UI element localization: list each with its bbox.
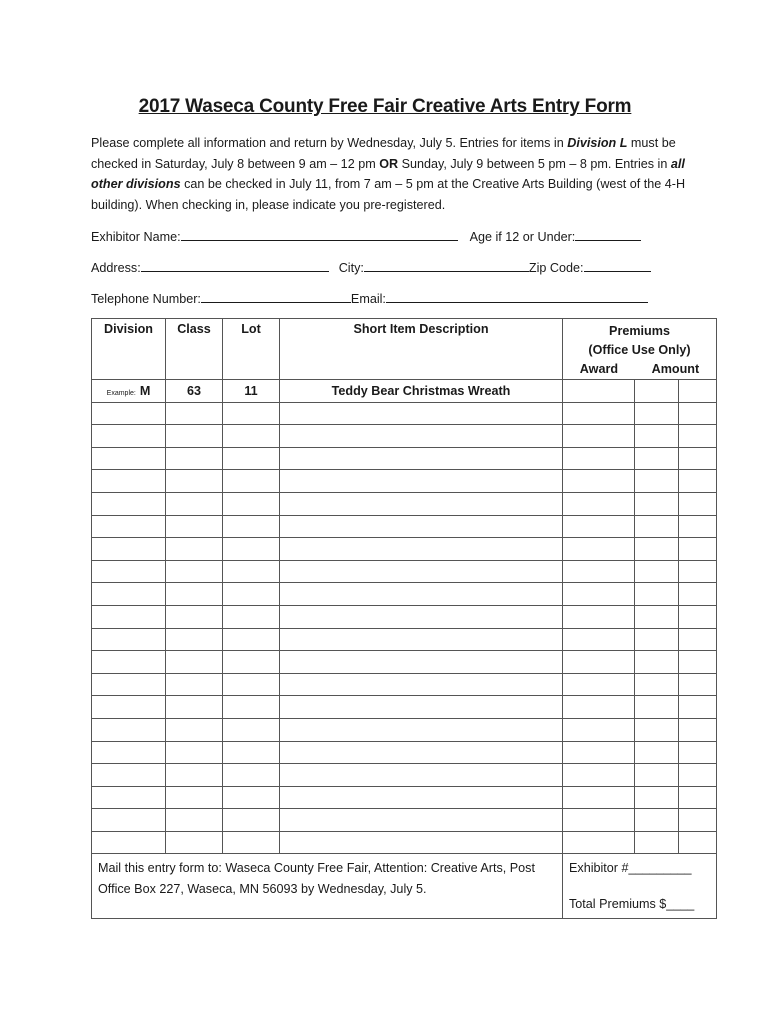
class-cell[interactable] (166, 673, 223, 696)
award-cell[interactable] (563, 628, 635, 651)
division-l-emphasis: Division L (567, 136, 628, 150)
description-cell[interactable] (280, 831, 563, 854)
entry-row (92, 470, 717, 493)
award-cell[interactable] (563, 741, 635, 764)
amount-cell[interactable] (635, 560, 679, 583)
entry-row (92, 447, 717, 470)
amount-cell[interactable] (635, 628, 679, 651)
header-row (92, 319, 717, 380)
lot-cell[interactable] (223, 696, 280, 719)
class-header: Class (166, 319, 223, 380)
entry-row (92, 741, 717, 764)
division-cell[interactable] (92, 718, 166, 741)
amount-cell[interactable] (635, 515, 679, 538)
division-cell[interactable] (92, 696, 166, 719)
class-cell[interactable] (166, 538, 223, 561)
lot-cell[interactable] (223, 764, 280, 787)
amount-cell[interactable] (635, 696, 679, 719)
division-cell[interactable] (92, 515, 166, 538)
lot-cell[interactable] (223, 628, 280, 651)
description-cell[interactable] (280, 402, 563, 425)
form-title: 2017 Waseca County Free Fair Creative Arts Entry Form (138, 96, 632, 117)
entry-row (92, 628, 717, 651)
entry-row (92, 673, 717, 696)
entry-row (92, 402, 717, 425)
intro-text-2: must be checked in Saturday, July 8 between 9 am – 12 pm (91, 136, 676, 171)
award-cell[interactable] (563, 831, 635, 854)
entry-row (92, 538, 717, 561)
award-label: Award (579, 362, 619, 376)
zip-label: Zip Code: (528, 261, 584, 275)
class-cell[interactable] (166, 696, 223, 719)
premiums-header (563, 319, 717, 380)
extra-cell[interactable] (679, 809, 717, 832)
exhibitor-name-row (91, 228, 691, 244)
city-label: City: (338, 261, 364, 275)
extra-cell[interactable] (679, 447, 717, 470)
description-cell[interactable] (280, 560, 563, 583)
description-cell[interactable] (280, 741, 563, 764)
class-cell[interactable] (166, 583, 223, 606)
example-description: Teddy Bear Christmas Wreath (280, 380, 563, 403)
address-row (91, 259, 691, 275)
telephone-field[interactable] (201, 290, 351, 303)
division-cell[interactable] (92, 447, 166, 470)
class-cell[interactable] (166, 492, 223, 515)
class-cell[interactable] (166, 831, 223, 854)
zip-field[interactable] (584, 259, 651, 272)
description-cell[interactable] (280, 718, 563, 741)
award-cell[interactable] (563, 492, 635, 515)
description-cell[interactable] (280, 447, 563, 470)
example-class: 63 (166, 380, 223, 403)
lot-cell[interactable] (223, 605, 280, 628)
lot-cell[interactable] (223, 425, 280, 448)
or-emphasis: OR (379, 156, 399, 171)
amount-cell[interactable] (635, 583, 679, 606)
division-cell[interactable] (92, 560, 166, 583)
class-cell[interactable] (166, 425, 223, 448)
amount-label: Amount (651, 362, 700, 376)
award-cell[interactable] (563, 605, 635, 628)
entry-row (92, 764, 717, 787)
class-cell[interactable] (166, 741, 223, 764)
award-cell[interactable] (563, 560, 635, 583)
award-cell[interactable] (563, 402, 635, 425)
lot-cell[interactable] (223, 786, 280, 809)
entry-row (92, 651, 717, 674)
award-cell[interactable] (563, 447, 635, 470)
lot-cell[interactable] (223, 651, 280, 674)
extra-cell[interactable] (679, 492, 717, 515)
exhibitor-name-field[interactable] (181, 228, 458, 241)
email-label: Email: (350, 292, 386, 306)
division-cell[interactable] (92, 583, 166, 606)
award-cell[interactable] (563, 583, 635, 606)
lot-cell[interactable] (223, 492, 280, 515)
division-cell[interactable] (92, 786, 166, 809)
telephone-label: Telephone Number: (91, 292, 201, 306)
extra-cell[interactable] (679, 673, 717, 696)
amount-cell[interactable] (635, 809, 679, 832)
entry-row (92, 583, 717, 606)
amount-cell[interactable] (635, 718, 679, 741)
lot-header: Lot (223, 319, 280, 380)
description-cell[interactable] (280, 425, 563, 448)
example-row (92, 380, 717, 403)
amount-cell[interactable] (635, 651, 679, 674)
description-cell[interactable] (280, 809, 563, 832)
lot-cell[interactable] (223, 560, 280, 583)
entry-row (92, 786, 717, 809)
entry-row (92, 831, 717, 854)
division-cell[interactable] (92, 831, 166, 854)
example-extra (679, 380, 717, 403)
division-cell[interactable] (92, 809, 166, 832)
amount-cell[interactable] (635, 741, 679, 764)
intro-text-4: can be checked in July 11, from 7 am – 5 pm at the Creative Arts Building (west of the 4-H building). When checking in, please indicate you pre-registered. (91, 177, 686, 212)
lot-cell[interactable] (223, 515, 280, 538)
amount-cell[interactable] (635, 831, 679, 854)
total-premiums-field[interactable]: Total Premiums $____ (569, 897, 695, 912)
extra-cell[interactable] (679, 651, 717, 674)
office-use-label: (Office Use Only) (588, 343, 691, 357)
extra-cell[interactable] (679, 718, 717, 741)
description-cell[interactable] (280, 492, 563, 515)
extra-cell[interactable] (679, 741, 717, 764)
class-cell[interactable] (166, 605, 223, 628)
example-label: Example: (106, 389, 136, 397)
exhibitor-name-label: Exhibitor Name: (91, 230, 181, 244)
amount-cell[interactable] (635, 764, 679, 787)
amount-cell[interactable] (635, 492, 679, 515)
division-cell[interactable] (92, 673, 166, 696)
class-cell[interactable] (166, 809, 223, 832)
lot-cell[interactable] (223, 447, 280, 470)
lot-cell[interactable] (223, 402, 280, 425)
division-cell[interactable] (92, 470, 166, 493)
entry-row (92, 696, 717, 719)
award-cell[interactable] (563, 718, 635, 741)
award-cell[interactable] (563, 764, 635, 787)
lot-cell[interactable] (223, 718, 280, 741)
amount-cell[interactable] (635, 605, 679, 628)
entry-row (92, 605, 717, 628)
office-totals (563, 854, 717, 919)
lot-cell[interactable] (223, 809, 280, 832)
description-cell[interactable] (280, 605, 563, 628)
lot-cell[interactable] (223, 741, 280, 764)
description-cell[interactable] (280, 470, 563, 493)
description-cell[interactable] (280, 696, 563, 719)
example-amount (635, 380, 679, 403)
premiums-label: Premiums (609, 324, 670, 338)
description-cell[interactable] (280, 583, 563, 606)
description-cell[interactable] (280, 786, 563, 809)
division-cell[interactable] (92, 402, 166, 425)
extra-cell[interactable] (679, 696, 717, 719)
award-cell[interactable] (563, 696, 635, 719)
instructions-paragraph (91, 133, 691, 215)
division-cell[interactable] (92, 764, 166, 787)
entry-row (92, 560, 717, 583)
extra-cell[interactable] (679, 628, 717, 651)
description-cell[interactable] (280, 538, 563, 561)
class-cell[interactable] (166, 718, 223, 741)
division-cell[interactable] (92, 628, 166, 651)
description-cell[interactable] (280, 764, 563, 787)
entry-row (92, 492, 717, 515)
description-cell[interactable] (280, 651, 563, 674)
lot-cell[interactable] (223, 538, 280, 561)
entry-table (91, 318, 717, 919)
award-cell[interactable] (563, 786, 635, 809)
division-cell[interactable] (92, 741, 166, 764)
example-division-value: M (139, 383, 151, 398)
amount-cell[interactable] (635, 786, 679, 809)
description-cell[interactable] (280, 628, 563, 651)
division-cell[interactable] (92, 425, 166, 448)
division-header: Division (92, 319, 166, 380)
class-cell[interactable] (166, 402, 223, 425)
entry-row (92, 718, 717, 741)
lot-cell[interactable] (223, 673, 280, 696)
address-field[interactable] (141, 259, 329, 272)
contact-row (91, 290, 691, 306)
award-cell[interactable] (563, 515, 635, 538)
class-cell[interactable] (166, 786, 223, 809)
lot-cell[interactable] (223, 470, 280, 493)
extra-cell[interactable] (679, 764, 717, 787)
division-cell[interactable] (92, 651, 166, 674)
amount-cell[interactable] (635, 470, 679, 493)
description-header: Short Item Description (280, 319, 563, 380)
example-division (92, 380, 166, 403)
class-cell[interactable] (166, 651, 223, 674)
award-cell[interactable] (563, 470, 635, 493)
entry-row (92, 809, 717, 832)
lot-cell[interactable] (223, 583, 280, 606)
extra-cell[interactable] (679, 786, 717, 809)
example-award (563, 380, 635, 403)
intro-text-1: Please complete all information and return by Wednesday, July 5. Entries for items in (91, 136, 568, 150)
class-cell[interactable] (166, 447, 223, 470)
email-field[interactable] (386, 290, 648, 303)
award-cell[interactable] (563, 809, 635, 832)
award-cell[interactable] (563, 651, 635, 674)
city-field[interactable] (364, 259, 529, 272)
extra-cell[interactable] (679, 831, 717, 854)
award-cell[interactable] (563, 538, 635, 561)
award-cell[interactable] (563, 673, 635, 696)
extra-cell[interactable] (679, 583, 717, 606)
exhibitor-number-field[interactable]: Exhibitor #_________ (569, 861, 692, 876)
class-cell[interactable] (166, 515, 223, 538)
entry-row (92, 425, 717, 448)
class-cell[interactable] (166, 764, 223, 787)
address-label: Address: (91, 261, 141, 275)
class-cell[interactable] (166, 470, 223, 493)
intro-text-3: Sunday, July 9 between 5 pm – 8 pm. Entries in (398, 156, 671, 171)
extra-cell[interactable] (679, 560, 717, 583)
extra-cell[interactable] (679, 538, 717, 561)
footer-row (92, 854, 717, 919)
entry-row (92, 515, 717, 538)
extra-cell[interactable] (679, 425, 717, 448)
division-cell[interactable] (92, 538, 166, 561)
amount-cell[interactable] (635, 425, 679, 448)
division-cell[interactable] (92, 605, 166, 628)
lot-cell[interactable] (223, 831, 280, 854)
all-other-divisions-emphasis: all other divisions (91, 156, 685, 191)
example-lot: 11 (223, 380, 280, 403)
mailing-instructions: Mail this entry form to: Waseca County Free Fair, Attention: Creative Arts, Post Office Box 227, Waseca, MN 56093 by Wednesday, July 5. (92, 854, 563, 919)
amount-cell[interactable] (635, 447, 679, 470)
extra-cell[interactable] (679, 470, 717, 493)
amount-cell[interactable] (635, 673, 679, 696)
extra-cell[interactable] (679, 402, 717, 425)
extra-cell[interactable] (679, 605, 717, 628)
amount-cell[interactable] (635, 402, 679, 425)
amount-cell[interactable] (635, 538, 679, 561)
description-cell[interactable] (280, 515, 563, 538)
division-cell[interactable] (92, 492, 166, 515)
description-cell[interactable] (280, 673, 563, 696)
award-cell[interactable] (563, 425, 635, 448)
class-cell[interactable] (166, 628, 223, 651)
age-field[interactable] (575, 228, 641, 241)
age-label: Age if 12 or Under: (469, 230, 576, 244)
extra-cell[interactable] (679, 515, 717, 538)
class-cell[interactable] (166, 560, 223, 583)
